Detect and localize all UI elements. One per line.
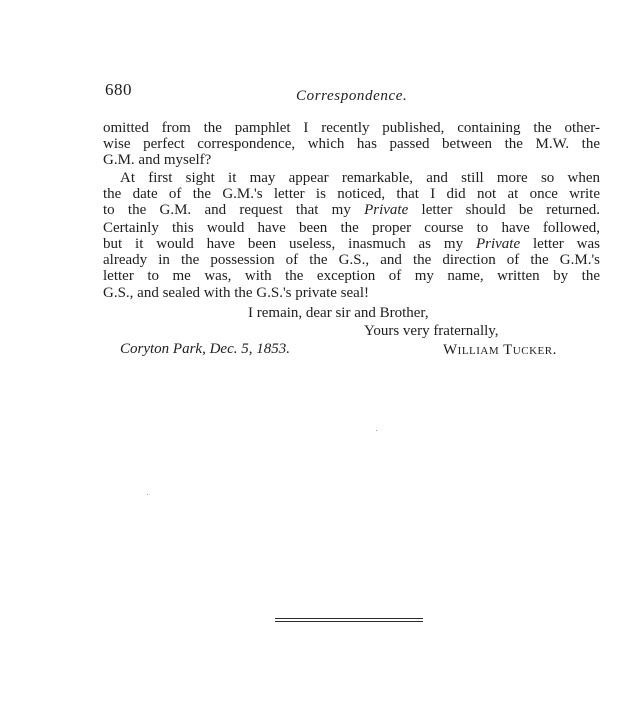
signature: William Tucker.: [443, 342, 557, 358]
closing-remain: I remain, dear sir and Brother,: [248, 305, 429, 321]
body-line: G.S., and sealed with the G.S.'s private seal!: [103, 285, 369, 301]
body-text: to the G.M. and request that my: [103, 202, 365, 218]
body-line: letter to me was, with the exception of my name, written by the: [103, 268, 600, 284]
page-number: 680: [105, 80, 132, 99]
footer-rule: [275, 621, 423, 622]
emphasis-private: Private: [364, 202, 409, 218]
place-and-date: Coryton Park, Dec. 5, 1853.: [120, 341, 290, 357]
body-line: [103, 236, 600, 253]
footer-rule: [275, 618, 423, 619]
body-line: [103, 202, 600, 219]
body-line: omitted from the pamphlet I recently published, containing the other-: [103, 120, 600, 136]
emphasis-private: Private: [475, 236, 521, 252]
running-title: Correspondence.: [296, 88, 408, 104]
scan-speck: [147, 494, 148, 495]
closing-yours: Yours very fraternally,: [364, 323, 499, 339]
scan-speck: [376, 430, 377, 431]
body-line: already in the possession of the G.S., and the direction of the G.M.'s: [103, 252, 600, 268]
body-text: letter was: [520, 236, 601, 252]
body-line: Certainly this would have been the proper course to have followed,: [103, 220, 600, 236]
body-line: the date of the G.M.'s letter is noticed, that I did not at once write: [103, 186, 600, 202]
body-line: wise perfect correspondence, which has passed between the M.W. the: [103, 136, 600, 152]
body-text: but it would have been useless, inasmuch as my: [103, 236, 476, 252]
body-text: letter should be returned.: [408, 202, 600, 218]
body-line: G.M. and myself?: [103, 152, 212, 168]
body-line: At first sight it may appear remarkable, and still more so when: [120, 170, 600, 186]
